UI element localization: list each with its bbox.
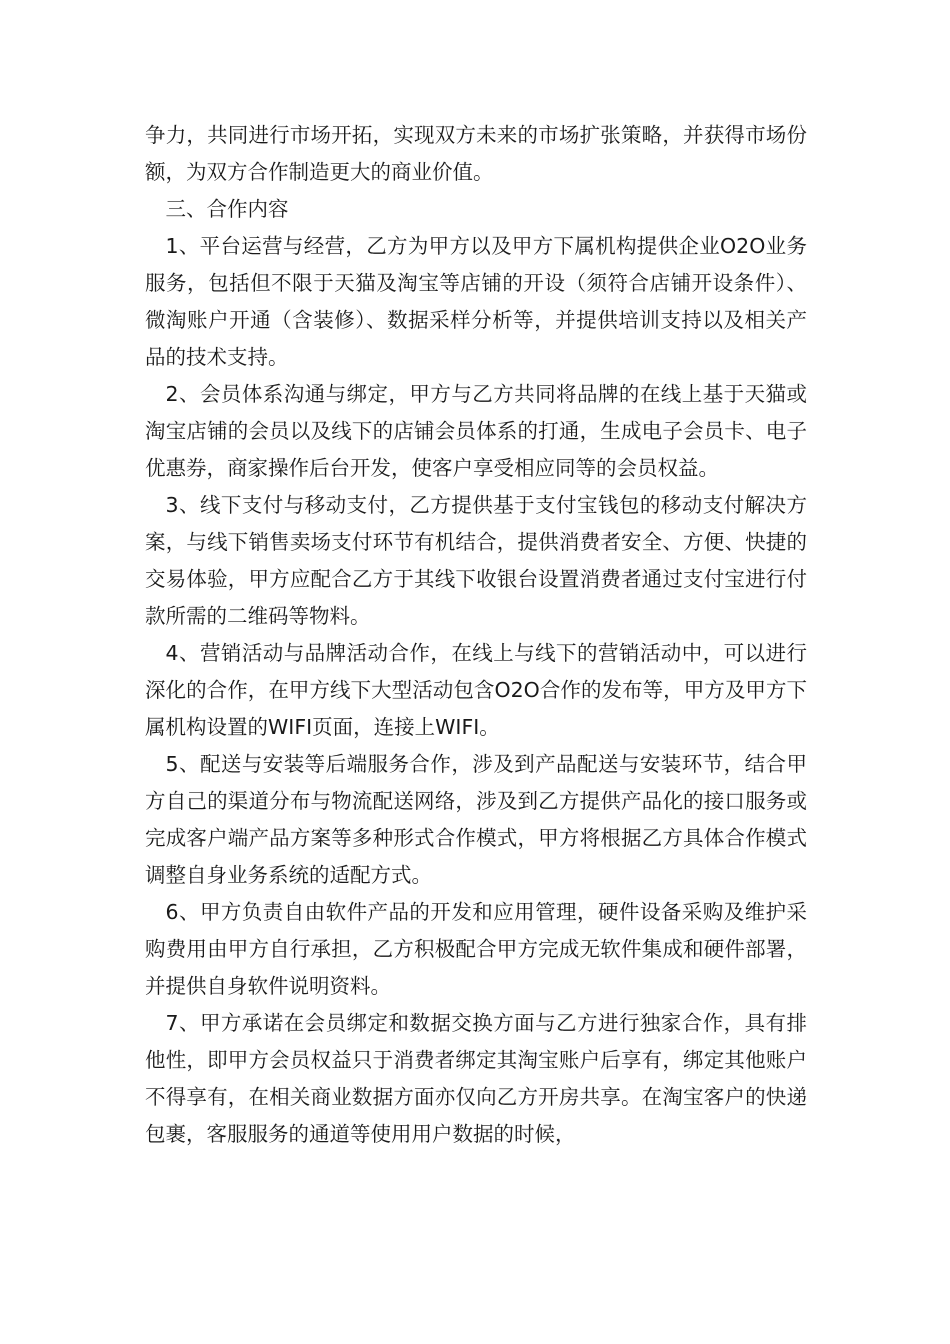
- document-body: [145, 117, 807, 1153]
- paragraph-item-1: 1、平台运营与经营，乙方为甲方以及甲方下属机构提供企业O2O业务服务，包括但不限于天猫及淘宝等店铺的开设（须符合店铺开设条件）、微淘账户开通（含装修）、数据采样分析等，并提供培训支持以及相关产品的技术支持。: [145, 234, 807, 369]
- paragraph-item-3: 3、线下支付与移动支付，乙方提供基于支付宝钱包的移动支付解决方案，与线下销售卖场支付环节有机结合，提供消费者安全、方便、快捷的交易体验，甲方应配合乙方于其线下收银台设置消费者通过支付宝进行付款所需的二维码等物料。: [145, 493, 807, 628]
- paragraph-item-6: 6、甲方负责自由软件产品的开发和应用管理，硬件设备采购及维护采购费用由甲方自行承担，乙方积极配合甲方完成无软件集成和硬件部署，并提供自身软件说明资料。: [145, 900, 807, 998]
- paragraph-item-7: 7、甲方承诺在会员绑定和数据交换方面与乙方进行独家合作，具有排他性，即甲方会员权益只于消费者绑定其淘宝账户后享有，绑定其他账户不得享有，在相关商业数据方面亦仅向乙方开房共享。在淘宝客户的快递包裹，客服服务的通道等使用用户数据的时候，: [145, 1011, 807, 1146]
- paragraph-item-5: 5、配送与安装等后端服务合作，涉及到产品配送与安装环节，结合甲方自己的渠道分布与物流配送网络，涉及到乙方提供产品化的接口服务或完成客户端产品方案等多种形式合作模式，甲方将根据乙方具体合作模式调整自身业务系统的适配方式。: [145, 752, 807, 887]
- paragraph-item-4: 4、营销活动与品牌活动合作，在线上与线下的营销活动中，可以进行深化的合作，在甲方线下大型活动包含O2O合作的发布等，甲方及甲方下属机构设置的WIFI页面，连接上WIFI。: [145, 641, 807, 739]
- paragraph-item-2: 2、会员体系沟通与绑定，甲方与乙方共同将品牌的在线上基于天猫或淘宝店铺的会员以及线下的店铺会员体系的打通，生成电子会员卡、电子优惠券，商家操作后台开发，使客户享受相应同等的会员权益。: [145, 382, 807, 480]
- section-heading: 三、合作内容: [165, 197, 289, 221]
- paragraph-continued: 争力，共同进行市场开拓，实现双方未来的市场扩张策略，并获得市场份额，为双方合作制造更大的商业价值。: [145, 123, 807, 184]
